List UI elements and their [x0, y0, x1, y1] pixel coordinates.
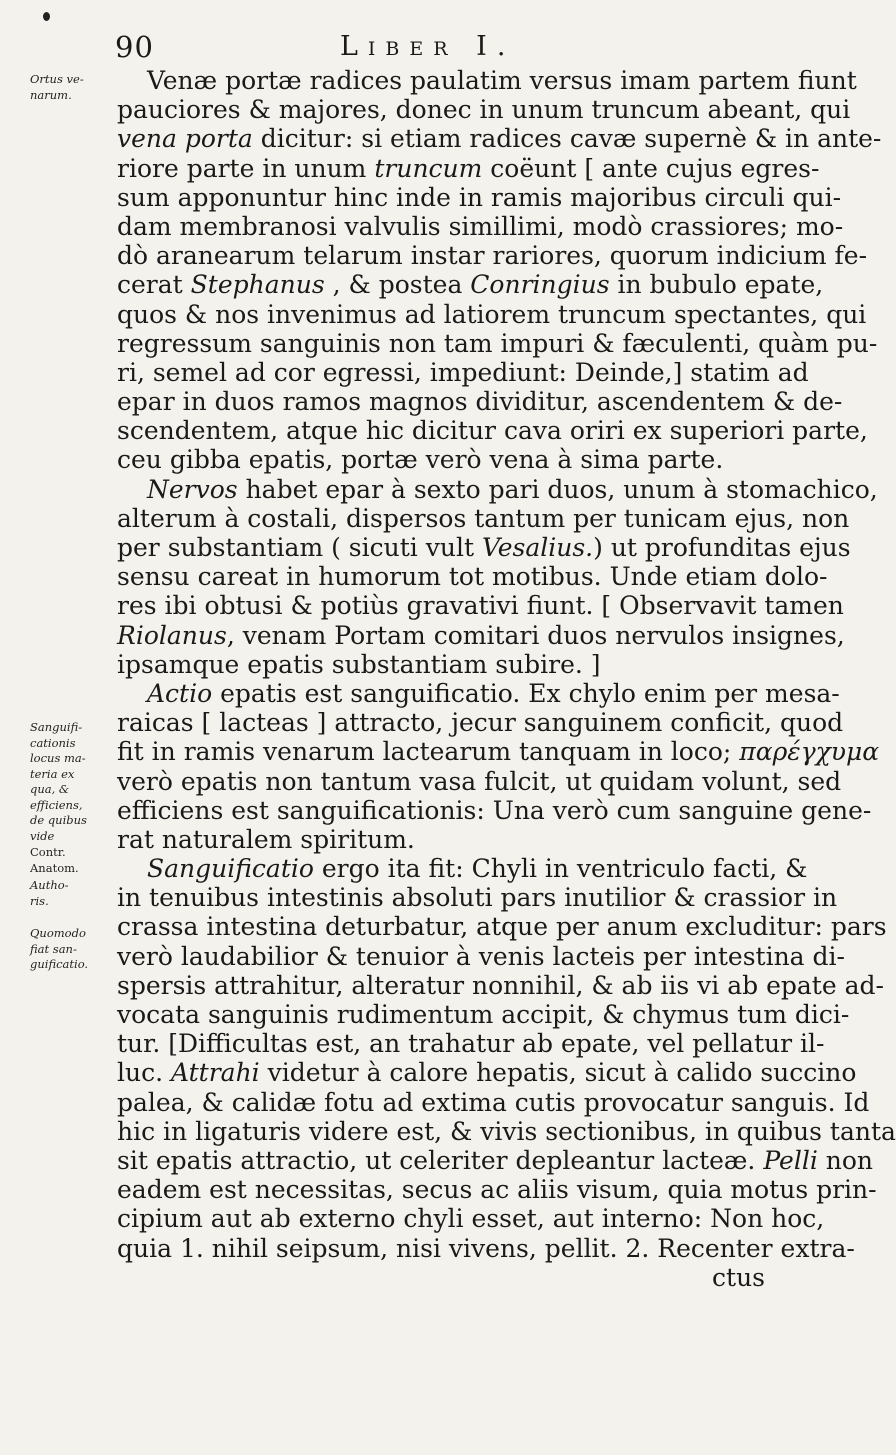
text-line: ri, semel ad cor egressi, impediunt: Deinde,] statim ad	[117, 357, 809, 387]
text-line: Venæ portæ radices paulatim versus imam partem fiunt	[147, 66, 857, 95]
text-line: epar in duos ramos magnos dividitur, ascendentem & de-	[117, 387, 843, 417]
text-line: vena porta dicitur: si etiam radices cavæ supernè & in ante-	[117, 124, 882, 154]
text-line: pauciores & majores, donec in unum truncum abeant, qui	[117, 95, 851, 125]
text-line: Riolanus, venam Portam comitari duos nervulos insignes,	[117, 620, 845, 650]
text-line: fit in ramis venarum lactearum tanquam in loco; παρέγχυμα	[117, 737, 880, 767]
margin-note	[30, 878, 118, 909]
margin-note-line: teria ex	[30, 766, 75, 781]
text-line: Nervos habet epar à sexto pari duos, unum à stomachico,	[147, 474, 878, 504]
text-line: scendentem, atque hic dicitur cava oriri ex superiori parte,	[117, 416, 868, 446]
text-line: hic in ligaturis videre est, & vivis sectionibus, in quibus tanta	[117, 1116, 896, 1146]
text-line: spersis attrahitur, alteratur nonnihil, & ab iis vi ab epate ad-	[117, 970, 884, 1000]
text-line: dò aranearum telarum instar rariores, quorum indicium fe-	[117, 241, 868, 271]
running-title: Liber I.	[340, 31, 516, 62]
margin-note-line: Ortus ve-	[30, 72, 84, 86]
margin-note	[30, 926, 118, 973]
text-line: ctus	[712, 1262, 765, 1292]
margin-note-line: ris.	[30, 893, 49, 908]
text-line: verò epatis non tantum vasa fulcit, ut quidam volunt, sed	[117, 766, 842, 796]
text-line: per substantiam ( sicuti vult Vesalius.) ut profunditas ejus	[117, 533, 851, 562]
margin-note-line: vide	[30, 828, 55, 843]
margin-note	[30, 720, 118, 844]
margin-note-line: Quomodo	[30, 926, 86, 940]
text-line: raicas [ lacteas ] attracto, jecur sanguinem conficit, quod	[117, 708, 844, 738]
margin-note-line: cationis	[30, 735, 76, 750]
text-line: sum apponuntur hinc inde in ramis majoribus circuli qui-	[117, 182, 842, 212]
margin-note-line: narum.	[30, 87, 72, 102]
text-line: ipsamque epatis substantiam subire. ]	[117, 649, 601, 679]
text-line: alterum à costali, dispersos tantum per tunicam ejus, non	[117, 503, 850, 533]
text-line: efficiens est sanguificationis: Una verò cum sanguine gene-	[117, 795, 872, 825]
margin-note	[30, 845, 118, 876]
margin-note-line: guificatio.	[30, 957, 89, 971]
text-line: luc. Attrahi videtur à calore hepatis, sicut à calido succino	[117, 1058, 857, 1088]
text-line: vocata sanguinis rudimentum accipit, & chymus tum dici-	[117, 1000, 850, 1029]
margin-note-line: locus ma-	[30, 751, 86, 765]
margin-note-line: qua, &	[30, 782, 70, 796]
text-line: dam membranosi valvulis simillimi, modò crassiores; mo-	[117, 211, 844, 241]
margin-note-line: Sanguifi-	[30, 720, 83, 734]
text-line: cipium aut ab externo chyli esset, aut interno: Non hoc,	[117, 1204, 825, 1234]
margin-note-line: Contr.	[30, 845, 66, 859]
text-line: quia 1. nihil seipsum, nisi vivens, pellit. 2. Recenter extra-	[117, 1233, 855, 1263]
text-line: crassa intestina deturbatur, atque per anum excluditur: pars	[117, 912, 887, 942]
ink-dot	[43, 12, 50, 21]
text-line: Sanguificatio ergo ita fit: Chyli in ventriculo facti, &	[147, 854, 808, 884]
text-line: cerat Stephanus , & postea Conringius in bubulo epate,	[117, 270, 824, 300]
text-line: eadem est necessitas, secus ac aliis visum, quia motus prin-	[117, 1175, 877, 1205]
margin-note-line: Autho-	[30, 878, 69, 892]
text-line: riore parte in unum truncum coëunt [ ante cujus egres-	[117, 153, 820, 183]
page-number: 90	[115, 30, 154, 64]
text-line: ceu gibba epatis, portæ verò vena à sima parte.	[117, 445, 724, 475]
text-line: quos & nos invenimus ad latiorem truncum spectantes, qui	[117, 299, 867, 329]
text-line: res ibi obtusi & potiùs gravativi fiunt. [ Observavit tamen	[117, 591, 844, 621]
page-header	[115, 30, 765, 70]
margin-note-line: fiat san-	[30, 941, 77, 956]
text-line: sensu careat in humorum tot motibus. Unde etiam dolo-	[117, 562, 828, 592]
text-line: palea, & calidæ fotu ad extima cutis provocatur sanguis. Id	[117, 1087, 870, 1117]
text-line: verò laudabilior & tenuior à venis lacteis per intestina di-	[117, 941, 845, 971]
margin-note	[30, 72, 118, 103]
margin-note-line: de quibus	[30, 813, 87, 827]
text-line: Actio epatis est sanguificatio. Ex chylo enim per mesa-	[147, 678, 840, 708]
text-line: regressum sanguinis non tam impuri & fæculenti, quàm pu-	[117, 328, 878, 358]
text-line: tur. [Difficultas est, an trahatur ab epate, vel pellatur il-	[117, 1029, 825, 1059]
text-line: in tenuibus intestinis absoluti pars inutilior & crassior in	[117, 883, 838, 913]
margin-note-line: efficiens,	[30, 797, 83, 812]
body-text	[117, 66, 896, 1292]
margin-note-line: Anatom.	[30, 860, 79, 875]
text-line: rat naturalem spiritum.	[117, 824, 415, 854]
text-line: sit epatis attractio, ut celeriter depleantur lacteæ. Pelli non	[117, 1145, 874, 1175]
